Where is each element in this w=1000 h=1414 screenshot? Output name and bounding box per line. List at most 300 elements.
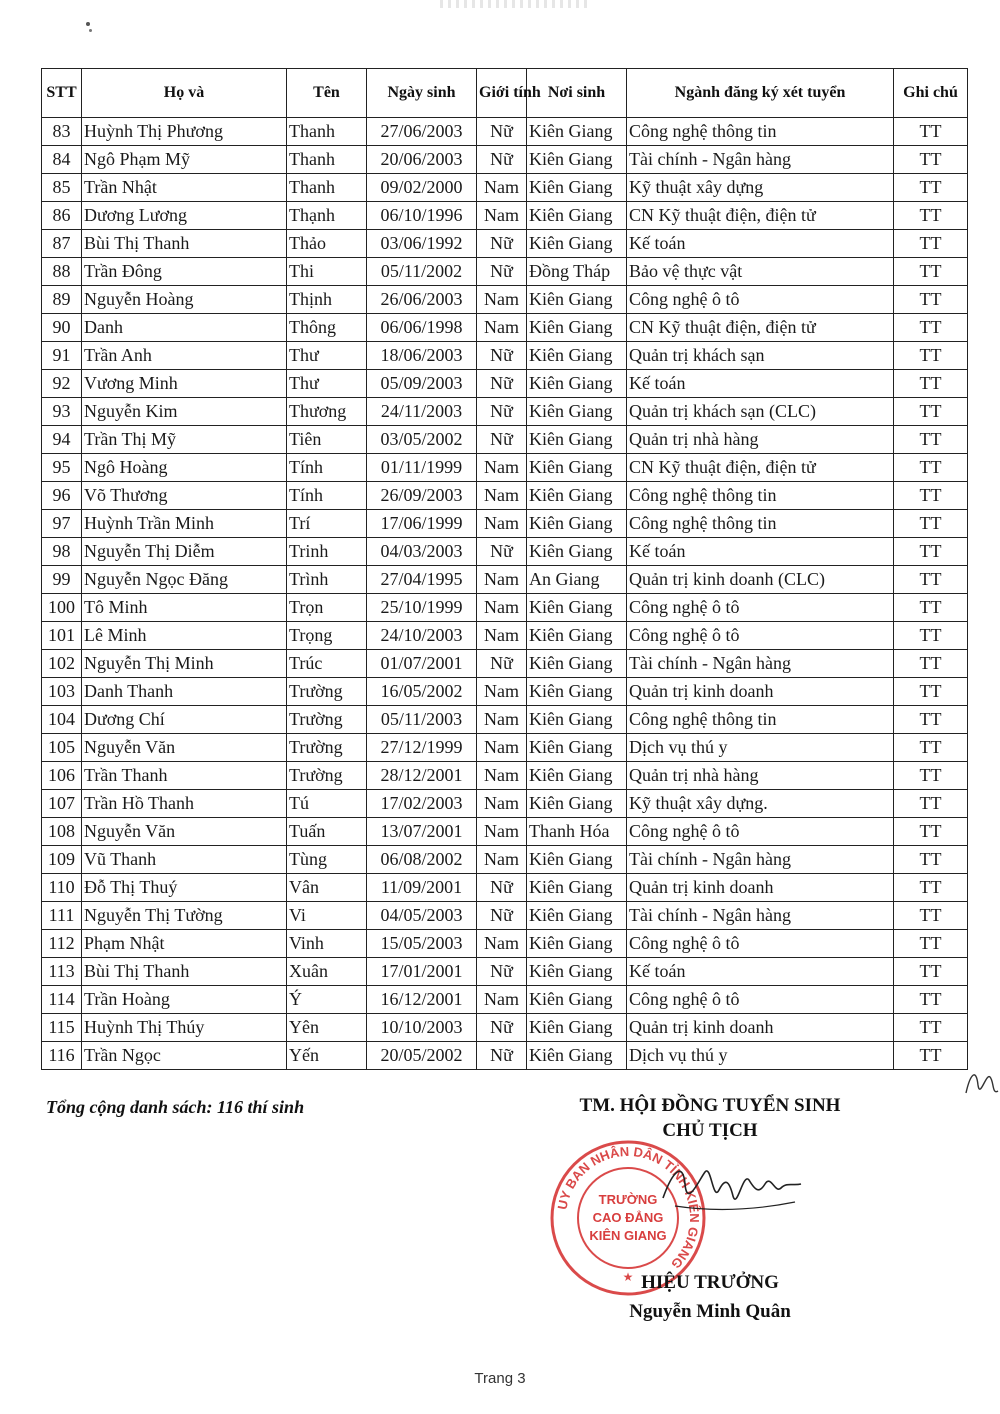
cell-ten: Trọn bbox=[287, 594, 367, 622]
cell-nganh: Công nghệ thông tin bbox=[627, 118, 894, 146]
cell-ngay-sinh: 13/07/2001 bbox=[367, 818, 477, 846]
cell-ho-va: Phạm Nhật bbox=[82, 930, 287, 958]
candidate-table bbox=[41, 68, 968, 1070]
cell-ghi-chu: TT bbox=[894, 622, 968, 650]
cell-ghi-chu: TT bbox=[894, 342, 968, 370]
cell-gioi-tinh: Nam bbox=[477, 202, 527, 230]
cell-ghi-chu: TT bbox=[894, 174, 968, 202]
cell-ho-va: Nguyễn Thị Tường bbox=[82, 902, 287, 930]
cell-gioi-tinh: Nam bbox=[477, 174, 527, 202]
table-row bbox=[42, 790, 968, 818]
cell-ghi-chu: TT bbox=[894, 230, 968, 258]
cell-stt: 86 bbox=[42, 202, 82, 230]
cell-ten: Thông bbox=[287, 314, 367, 342]
cell-noi-sinh: Kiên Giang bbox=[527, 902, 627, 930]
cell-gioi-tinh: Nam bbox=[477, 314, 527, 342]
cell-noi-sinh: Kiên Giang bbox=[527, 846, 627, 874]
table-row bbox=[42, 342, 968, 370]
table-row bbox=[42, 734, 968, 762]
cell-ho-va: Võ Thương bbox=[82, 482, 287, 510]
cell-noi-sinh: Kiên Giang bbox=[527, 482, 627, 510]
cell-ho-va: Trần Thanh bbox=[82, 762, 287, 790]
cell-gioi-tinh: Nữ bbox=[477, 902, 527, 930]
page-number: Trang 3 bbox=[474, 1370, 526, 1387]
scan-dot bbox=[86, 22, 90, 26]
cell-nganh: Tài chính - Ngân hàng bbox=[627, 650, 894, 678]
cell-ten: Tiên bbox=[287, 426, 367, 454]
cell-nganh: Công nghệ thông tin bbox=[627, 510, 894, 538]
cell-ngay-sinh: 03/06/1992 bbox=[367, 230, 477, 258]
cell-gioi-tinh: Nam bbox=[477, 286, 527, 314]
margin-initial-mark bbox=[960, 1055, 1000, 1105]
cell-gioi-tinh: Nam bbox=[477, 930, 527, 958]
cell-gioi-tinh: Nam bbox=[477, 482, 527, 510]
cell-noi-sinh: Kiên Giang bbox=[527, 370, 627, 398]
cell-ten: Thanh bbox=[287, 146, 367, 174]
cell-ho-va: Huỳnh Trần Minh bbox=[82, 510, 287, 538]
table-row bbox=[42, 1042, 968, 1070]
cell-ho-va: Nguyễn Thị Minh bbox=[82, 650, 287, 678]
cell-ghi-chu: TT bbox=[894, 314, 968, 342]
cell-ho-va: Ngô Hoàng bbox=[82, 454, 287, 482]
cell-nganh: Công nghệ ô tô bbox=[627, 622, 894, 650]
cell-stt: 101 bbox=[42, 622, 82, 650]
cell-nganh: Quản trị nhà hàng bbox=[627, 762, 894, 790]
council-title: TM. HỘI ĐỒNG TUYỂN SINH bbox=[579, 1095, 841, 1116]
cell-ghi-chu: TT bbox=[894, 510, 968, 538]
cell-ten: Trinh bbox=[287, 538, 367, 566]
cell-stt: 96 bbox=[42, 482, 82, 510]
cell-nganh: Kỹ thuật xây dựng. bbox=[627, 790, 894, 818]
cell-gioi-tinh: Nữ bbox=[477, 230, 527, 258]
cell-gioi-tinh: Nữ bbox=[477, 538, 527, 566]
table-row bbox=[42, 202, 968, 230]
scan-artifact bbox=[440, 0, 590, 8]
cell-nganh: Công nghệ thông tin bbox=[627, 482, 894, 510]
cell-ten: Trường bbox=[287, 678, 367, 706]
cell-noi-sinh: Kiên Giang bbox=[527, 454, 627, 482]
cell-ten: Yên bbox=[287, 1014, 367, 1042]
cell-nganh: Công nghệ ô tô bbox=[627, 286, 894, 314]
cell-nganh: Quản trị kinh doanh bbox=[627, 1014, 894, 1042]
cell-noi-sinh: Kiên Giang bbox=[527, 958, 627, 986]
cell-ghi-chu: TT bbox=[894, 678, 968, 706]
cell-ten: Trường bbox=[287, 734, 367, 762]
cell-ho-va: Nguyễn Văn bbox=[82, 818, 287, 846]
cell-gioi-tinh: Nữ bbox=[477, 874, 527, 902]
principal-name: Nguyễn Minh Quân bbox=[629, 1301, 791, 1322]
header-noi-sinh: Nơi sinh bbox=[527, 69, 627, 118]
cell-nganh: Tài chính - Ngân hàng bbox=[627, 846, 894, 874]
table-row bbox=[42, 174, 968, 202]
cell-stt: 111 bbox=[42, 902, 82, 930]
table-row bbox=[42, 146, 968, 174]
cell-noi-sinh: Kiên Giang bbox=[527, 734, 627, 762]
cell-ngay-sinh: 05/11/2003 bbox=[367, 706, 477, 734]
cell-ngay-sinh: 05/09/2003 bbox=[367, 370, 477, 398]
cell-ho-va: Nguyễn Kim bbox=[82, 398, 287, 426]
cell-ho-va: Trần Thị Mỹ bbox=[82, 426, 287, 454]
cell-ten: Thi bbox=[287, 258, 367, 286]
cell-nganh: Dịch vụ thú y bbox=[627, 734, 894, 762]
cell-nganh: CN Kỹ thuật điện, điện tử bbox=[627, 314, 894, 342]
cell-ngay-sinh: 26/06/2003 bbox=[367, 286, 477, 314]
table-body bbox=[42, 118, 968, 1070]
cell-nganh: Kế toán bbox=[627, 370, 894, 398]
cell-ghi-chu: TT bbox=[894, 930, 968, 958]
table-row bbox=[42, 314, 968, 342]
cell-ho-va: Dương Lương bbox=[82, 202, 287, 230]
cell-noi-sinh: Kiên Giang bbox=[527, 230, 627, 258]
cell-ten: Thịnh bbox=[287, 286, 367, 314]
total-count: Tổng cộng danh sách: 116 thí sinh bbox=[46, 1097, 305, 1117]
cell-ho-va: Đỗ Thị Thuý bbox=[82, 874, 287, 902]
cell-noi-sinh: Kiên Giang bbox=[527, 538, 627, 566]
cell-nganh: Công nghệ ô tô bbox=[627, 986, 894, 1014]
cell-ngay-sinh: 05/11/2002 bbox=[367, 258, 477, 286]
cell-gioi-tinh: Nữ bbox=[477, 958, 527, 986]
cell-gioi-tinh: Nam bbox=[477, 678, 527, 706]
cell-ngay-sinh: 09/02/2000 bbox=[367, 174, 477, 202]
principal-title: HIỆU TRƯỞNG bbox=[641, 1272, 779, 1293]
cell-ghi-chu: TT bbox=[894, 426, 968, 454]
cell-ghi-chu: TT bbox=[894, 398, 968, 426]
cell-ngay-sinh: 24/10/2003 bbox=[367, 622, 477, 650]
cell-gioi-tinh: Nữ bbox=[477, 146, 527, 174]
table-row bbox=[42, 818, 968, 846]
cell-stt: 85 bbox=[42, 174, 82, 202]
cell-ten: Tính bbox=[287, 482, 367, 510]
table-row bbox=[42, 1014, 968, 1042]
cell-nganh: Công nghệ ô tô bbox=[627, 594, 894, 622]
cell-ngay-sinh: 06/08/2002 bbox=[367, 846, 477, 874]
cell-nganh: Quản trị kinh doanh (CLC) bbox=[627, 566, 894, 594]
cell-stt: 93 bbox=[42, 398, 82, 426]
cell-gioi-tinh: Nam bbox=[477, 986, 527, 1014]
cell-ho-va: Huỳnh Thị Phương bbox=[82, 118, 287, 146]
cell-ngay-sinh: 27/12/1999 bbox=[367, 734, 477, 762]
cell-ho-va: Ngô Phạm Mỹ bbox=[82, 146, 287, 174]
cell-nganh: Kế toán bbox=[627, 230, 894, 258]
table-row bbox=[42, 482, 968, 510]
cell-ngay-sinh: 17/06/1999 bbox=[367, 510, 477, 538]
cell-nganh: Kế toán bbox=[627, 958, 894, 986]
cell-ghi-chu: TT bbox=[894, 370, 968, 398]
cell-gioi-tinh: Nữ bbox=[477, 258, 527, 286]
cell-ngay-sinh: 03/05/2002 bbox=[367, 426, 477, 454]
cell-stt: 113 bbox=[42, 958, 82, 986]
cell-ten: Ý bbox=[287, 986, 367, 1014]
cell-ho-va: Tô Minh bbox=[82, 594, 287, 622]
cell-stt: 108 bbox=[42, 818, 82, 846]
cell-nganh: Bảo vệ thực vật bbox=[627, 258, 894, 286]
header-ngay-sinh: Ngày sinh bbox=[367, 69, 477, 118]
cell-ghi-chu: TT bbox=[894, 846, 968, 874]
header-stt: STT bbox=[42, 69, 82, 118]
cell-nganh: Quản trị nhà hàng bbox=[627, 426, 894, 454]
cell-ten: Xuân bbox=[287, 958, 367, 986]
cell-ten: Thảo bbox=[287, 230, 367, 258]
table-row bbox=[42, 986, 968, 1014]
cell-ngay-sinh: 26/09/2003 bbox=[367, 482, 477, 510]
cell-noi-sinh: Kiên Giang bbox=[527, 510, 627, 538]
cell-ghi-chu: TT bbox=[894, 650, 968, 678]
cell-ho-va: Bùi Thị Thanh bbox=[82, 958, 287, 986]
cell-stt: 110 bbox=[42, 874, 82, 902]
cell-ghi-chu: TT bbox=[894, 566, 968, 594]
cell-ghi-chu: TT bbox=[894, 986, 968, 1014]
table-row bbox=[42, 622, 968, 650]
cell-ten: Tú bbox=[287, 790, 367, 818]
cell-nganh: Quản trị kinh doanh bbox=[627, 874, 894, 902]
cell-ngay-sinh: 27/04/1995 bbox=[367, 566, 477, 594]
cell-gioi-tinh: Nam bbox=[477, 454, 527, 482]
cell-ghi-chu: TT bbox=[894, 790, 968, 818]
cell-stt: 91 bbox=[42, 342, 82, 370]
table-row bbox=[42, 902, 968, 930]
cell-noi-sinh: Kiên Giang bbox=[527, 398, 627, 426]
stamp-star-icon: ★ bbox=[622, 1270, 634, 1284]
cell-stt: 98 bbox=[42, 538, 82, 566]
stamp-line-2: CAO ĐẲNG bbox=[592, 1210, 664, 1225]
table-row bbox=[42, 874, 968, 902]
cell-ngay-sinh: 17/01/2001 bbox=[367, 958, 477, 986]
stamp-outer-text: UY BAN NHÂN DÂN TỈNH KIÊN GIANG bbox=[554, 1143, 703, 1272]
cell-noi-sinh: Đồng Tháp bbox=[527, 258, 627, 286]
cell-ten: Tuấn bbox=[287, 818, 367, 846]
cell-gioi-tinh: Nam bbox=[477, 818, 527, 846]
cell-ngay-sinh: 11/09/2001 bbox=[367, 874, 477, 902]
cell-gioi-tinh: Nữ bbox=[477, 118, 527, 146]
cell-ghi-chu: TT bbox=[894, 818, 968, 846]
cell-stt: 107 bbox=[42, 790, 82, 818]
header-ghi-chu: Ghi chú bbox=[894, 69, 968, 118]
cell-noi-sinh: Thanh Hóa bbox=[527, 818, 627, 846]
signature-scribble bbox=[655, 1150, 805, 1220]
cell-ho-va: Lê Minh bbox=[82, 622, 287, 650]
header-ho-va: Họ và bbox=[82, 69, 287, 118]
cell-noi-sinh: Kiên Giang bbox=[527, 762, 627, 790]
cell-ghi-chu: TT bbox=[894, 258, 968, 286]
cell-stt: 104 bbox=[42, 706, 82, 734]
header-gioi-tinh: Giới tính bbox=[477, 69, 527, 118]
cell-ngay-sinh: 17/02/2003 bbox=[367, 790, 477, 818]
cell-ho-va: Trần Hồ Thanh bbox=[82, 790, 287, 818]
cell-noi-sinh: An Giang bbox=[527, 566, 627, 594]
table-row bbox=[42, 510, 968, 538]
cell-nganh: CN Kỹ thuật điện, điện tử bbox=[627, 202, 894, 230]
cell-stt: 94 bbox=[42, 426, 82, 454]
cell-gioi-tinh: Nữ bbox=[477, 1042, 527, 1070]
cell-ten: Vi bbox=[287, 902, 367, 930]
cell-ngay-sinh: 24/11/2003 bbox=[367, 398, 477, 426]
chair-title: CHỦ TỊCH bbox=[662, 1120, 758, 1141]
cell-ngay-sinh: 16/05/2002 bbox=[367, 678, 477, 706]
scan-dot bbox=[89, 29, 92, 32]
cell-ho-va: Vũ Thanh bbox=[82, 846, 287, 874]
cell-ghi-chu: TT bbox=[894, 706, 968, 734]
cell-ghi-chu: TT bbox=[894, 454, 968, 482]
cell-noi-sinh: Kiên Giang bbox=[527, 174, 627, 202]
cell-gioi-tinh: Nam bbox=[477, 846, 527, 874]
cell-ten: Thạnh bbox=[287, 202, 367, 230]
cell-ten: Thư bbox=[287, 370, 367, 398]
cell-noi-sinh: Kiên Giang bbox=[527, 1014, 627, 1042]
table-row bbox=[42, 258, 968, 286]
cell-stt: 83 bbox=[42, 118, 82, 146]
table-row bbox=[42, 230, 968, 258]
cell-stt: 105 bbox=[42, 734, 82, 762]
cell-noi-sinh: Kiên Giang bbox=[527, 706, 627, 734]
cell-ho-va: Bùi Thị Thanh bbox=[82, 230, 287, 258]
cell-stt: 88 bbox=[42, 258, 82, 286]
cell-ten: Thương bbox=[287, 398, 367, 426]
cell-ghi-chu: TT bbox=[894, 1014, 968, 1042]
cell-gioi-tinh: Nữ bbox=[477, 650, 527, 678]
cell-gioi-tinh: Nam bbox=[477, 706, 527, 734]
cell-gioi-tinh: Nữ bbox=[477, 370, 527, 398]
cell-noi-sinh: Kiên Giang bbox=[527, 314, 627, 342]
table-row bbox=[42, 538, 968, 566]
cell-noi-sinh: Kiên Giang bbox=[527, 594, 627, 622]
table-row bbox=[42, 678, 968, 706]
table-row bbox=[42, 118, 968, 146]
cell-ghi-chu: TT bbox=[894, 958, 968, 986]
cell-stt: 89 bbox=[42, 286, 82, 314]
cell-nganh: Dịch vụ thú y bbox=[627, 1042, 894, 1070]
cell-noi-sinh: Kiên Giang bbox=[527, 650, 627, 678]
cell-gioi-tinh: Nam bbox=[477, 734, 527, 762]
cell-stt: 109 bbox=[42, 846, 82, 874]
cell-ghi-chu: TT bbox=[894, 902, 968, 930]
cell-ngay-sinh: 27/06/2003 bbox=[367, 118, 477, 146]
cell-ten: Trường bbox=[287, 762, 367, 790]
cell-noi-sinh: Kiên Giang bbox=[527, 342, 627, 370]
cell-ho-va: Nguyễn Ngọc Đăng bbox=[82, 566, 287, 594]
cell-nganh: Tài chính - Ngân hàng bbox=[627, 146, 894, 174]
cell-stt: 99 bbox=[42, 566, 82, 594]
cell-ho-va: Trần Đông bbox=[82, 258, 287, 286]
cell-ngay-sinh: 15/05/2003 bbox=[367, 930, 477, 958]
cell-stt: 116 bbox=[42, 1042, 82, 1070]
cell-gioi-tinh: Nữ bbox=[477, 342, 527, 370]
cell-noi-sinh: Kiên Giang bbox=[527, 146, 627, 174]
cell-nganh: Quản trị khách sạn bbox=[627, 342, 894, 370]
cell-ghi-chu: TT bbox=[894, 202, 968, 230]
cell-noi-sinh: Kiên Giang bbox=[527, 286, 627, 314]
cell-ho-va: Danh Thanh bbox=[82, 678, 287, 706]
cell-nganh: Quản trị khách sạn (CLC) bbox=[627, 398, 894, 426]
cell-ghi-chu: TT bbox=[894, 482, 968, 510]
cell-ghi-chu: TT bbox=[894, 118, 968, 146]
cell-ngay-sinh: 28/12/2001 bbox=[367, 762, 477, 790]
cell-nganh: Công nghệ ô tô bbox=[627, 930, 894, 958]
table-row bbox=[42, 930, 968, 958]
cell-ho-va: Dương Chí bbox=[82, 706, 287, 734]
cell-ten: Trúc bbox=[287, 650, 367, 678]
cell-stt: 115 bbox=[42, 1014, 82, 1042]
cell-stt: 102 bbox=[42, 650, 82, 678]
stamp-line-3: KIÊN GIANG bbox=[589, 1228, 667, 1243]
table-row bbox=[42, 958, 968, 986]
cell-ghi-chu: TT bbox=[894, 538, 968, 566]
cell-ten: Vinh bbox=[287, 930, 367, 958]
cell-ten: Trọng bbox=[287, 622, 367, 650]
cell-ngay-sinh: 04/05/2003 bbox=[367, 902, 477, 930]
cell-stt: 106 bbox=[42, 762, 82, 790]
cell-noi-sinh: Kiên Giang bbox=[527, 202, 627, 230]
cell-ho-va: Nguyễn Văn bbox=[82, 734, 287, 762]
cell-ghi-chu: TT bbox=[894, 146, 968, 174]
cell-ngay-sinh: 01/11/1999 bbox=[367, 454, 477, 482]
cell-nganh: Công nghệ thông tin bbox=[627, 706, 894, 734]
cell-gioi-tinh: Nam bbox=[477, 790, 527, 818]
cell-gioi-tinh: Nam bbox=[477, 622, 527, 650]
cell-ghi-chu: TT bbox=[894, 286, 968, 314]
table-row bbox=[42, 566, 968, 594]
cell-stt: 112 bbox=[42, 930, 82, 958]
cell-stt: 100 bbox=[42, 594, 82, 622]
cell-ngay-sinh: 16/12/2001 bbox=[367, 986, 477, 1014]
cell-ten: Thanh bbox=[287, 174, 367, 202]
cell-ngay-sinh: 10/10/2003 bbox=[367, 1014, 477, 1042]
header-ten: Tên bbox=[287, 69, 367, 118]
table-header-row bbox=[42, 69, 968, 118]
cell-nganh: Kỹ thuật xây dựng bbox=[627, 174, 894, 202]
cell-nganh: Quản trị kinh doanh bbox=[627, 678, 894, 706]
cell-ho-va: Vương Minh bbox=[82, 370, 287, 398]
table-row bbox=[42, 370, 968, 398]
cell-gioi-tinh: Nữ bbox=[477, 398, 527, 426]
cell-ghi-chu: TT bbox=[894, 734, 968, 762]
cell-ghi-chu: TT bbox=[894, 762, 968, 790]
cell-ho-va: Trần Ngọc bbox=[82, 1042, 287, 1070]
cell-gioi-tinh: Nam bbox=[477, 566, 527, 594]
cell-noi-sinh: Kiên Giang bbox=[527, 874, 627, 902]
cell-nganh: Kế toán bbox=[627, 538, 894, 566]
table-row bbox=[42, 846, 968, 874]
stamp-line-1: TRƯỜNG bbox=[598, 1192, 658, 1207]
cell-ngay-sinh: 20/05/2002 bbox=[367, 1042, 477, 1070]
cell-noi-sinh: Kiên Giang bbox=[527, 678, 627, 706]
table-row bbox=[42, 706, 968, 734]
cell-ho-va: Nguyễn Hoàng bbox=[82, 286, 287, 314]
cell-gioi-tinh: Nam bbox=[477, 510, 527, 538]
table-row bbox=[42, 594, 968, 622]
table-row bbox=[42, 762, 968, 790]
cell-noi-sinh: Kiên Giang bbox=[527, 426, 627, 454]
cell-ngay-sinh: 20/06/2003 bbox=[367, 146, 477, 174]
cell-ngay-sinh: 18/06/2003 bbox=[367, 342, 477, 370]
cell-noi-sinh: Kiên Giang bbox=[527, 930, 627, 958]
cell-ten: Thư bbox=[287, 342, 367, 370]
header-nganh: Ngành đăng ký xét tuyển bbox=[627, 69, 894, 118]
cell-ten: Yến bbox=[287, 1042, 367, 1070]
cell-stt: 90 bbox=[42, 314, 82, 342]
cell-stt: 103 bbox=[42, 678, 82, 706]
cell-ten: Trí bbox=[287, 510, 367, 538]
cell-ten: Tùng bbox=[287, 846, 367, 874]
cell-ten: Trường bbox=[287, 706, 367, 734]
cell-stt: 114 bbox=[42, 986, 82, 1014]
cell-gioi-tinh: Nam bbox=[477, 762, 527, 790]
cell-nganh: Công nghệ ô tô bbox=[627, 818, 894, 846]
cell-nganh: CN Kỹ thuật điện, điện tử bbox=[627, 454, 894, 482]
cell-ho-va: Trần Anh bbox=[82, 342, 287, 370]
table-row bbox=[42, 426, 968, 454]
cell-ho-va: Trần Hoàng bbox=[82, 986, 287, 1014]
cell-ho-va: Trần Nhật bbox=[82, 174, 287, 202]
